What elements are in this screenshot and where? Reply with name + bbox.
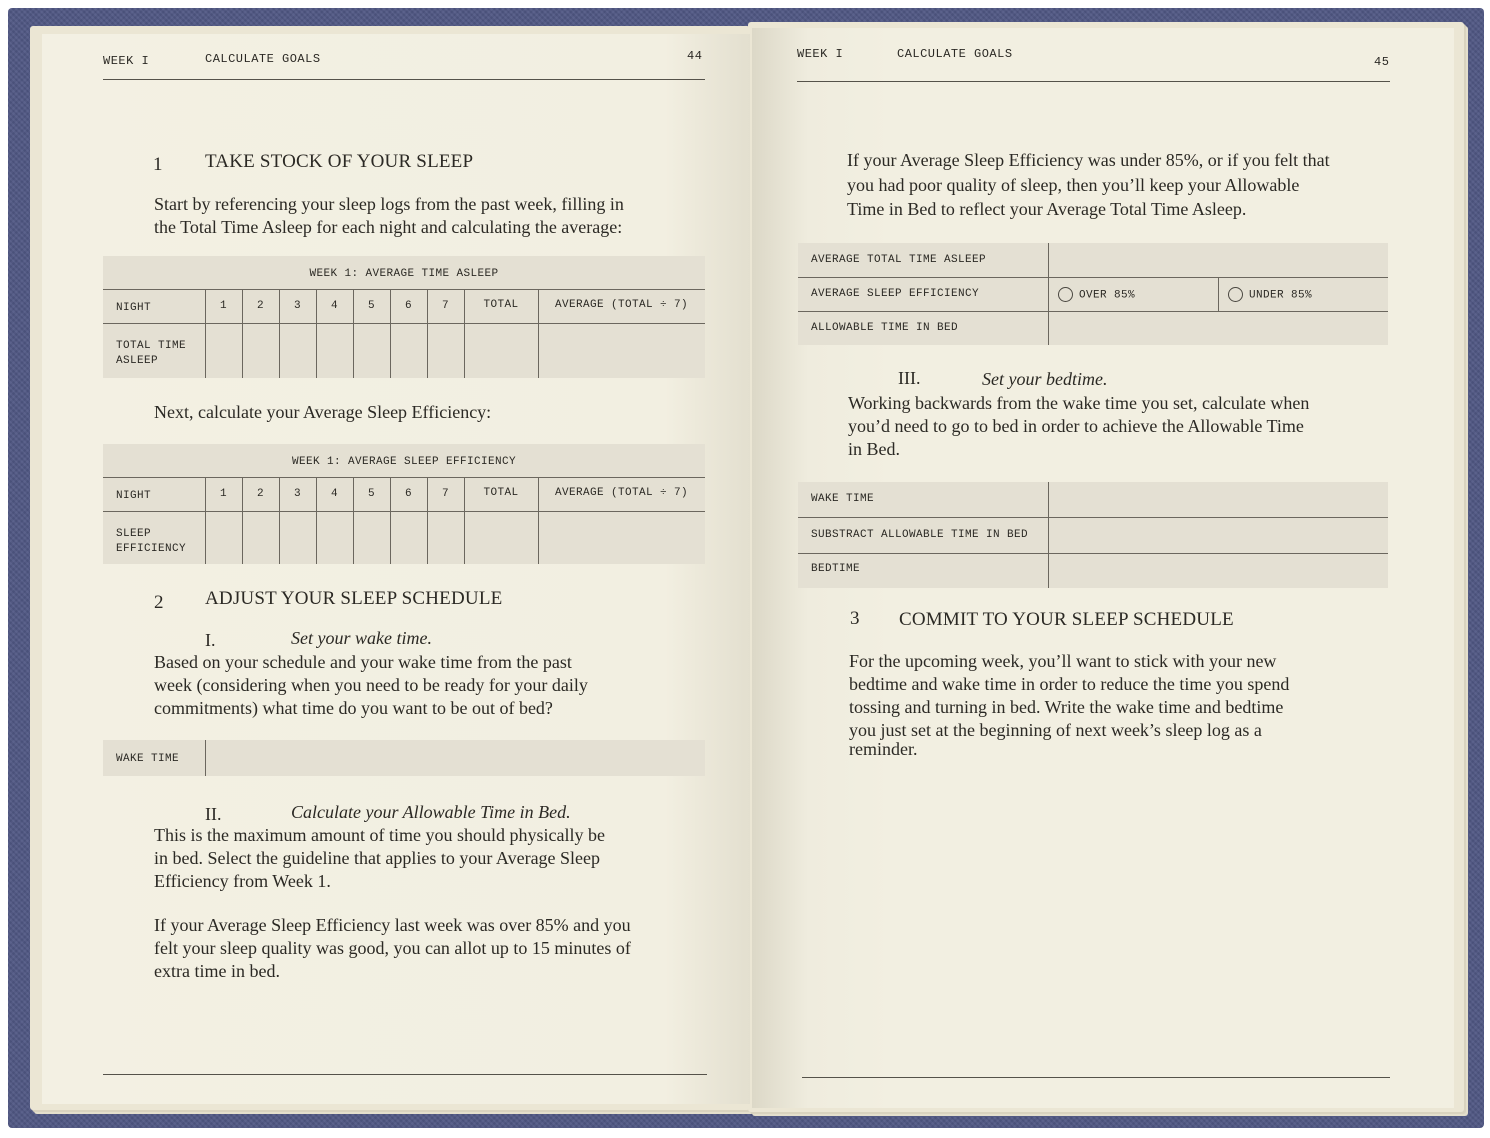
step-title: Set your bedtime. (982, 369, 1108, 389)
row-label: AVERAGE TOTAL TIME ASLEEP (811, 254, 987, 266)
step-numeral: III. (898, 368, 921, 388)
night-2-header: 2 (256, 300, 264, 312)
section-number: 3 (850, 608, 860, 629)
night-1-header: 1 (219, 300, 227, 312)
table-caption: WEEK 1: AVERAGE TIME ASLEEP (309, 268, 499, 280)
average-sleep-efficiency-table (103, 444, 705, 564)
row-label: SUBSTRACT ALLOWABLE TIME IN BED (811, 529, 1029, 541)
night-7-header: 7 (441, 300, 449, 312)
body-text: commitments) what time do you want to be out of bed? (154, 698, 553, 718)
row-label-line2: ASLEEP (116, 355, 159, 367)
body-text: If your Average Sleep Efficiency was under 85%, or if you felt that (847, 150, 1330, 170)
night-2-header: 2 (256, 488, 264, 500)
night-3-header: 3 (293, 488, 301, 500)
table-rule (103, 477, 705, 478)
table-rule (205, 740, 206, 776)
column-header-average: AVERAGE (TOTAL ÷ 7) (554, 487, 689, 499)
row-label-line2: EFFICIENCY (116, 543, 187, 555)
column-header-night: NIGHT (116, 490, 152, 502)
table-rule (103, 323, 705, 324)
row-label: WAKE TIME (811, 493, 875, 505)
table-rule (798, 553, 1388, 554)
night-7-header: 7 (441, 488, 449, 500)
night-5-header: 5 (367, 300, 375, 312)
left-page (42, 34, 750, 1104)
body-text: bedtime and wake time in order to reduce the time you spend (849, 674, 1290, 694)
row-label-line1: SLEEP (116, 528, 152, 540)
running-header-section: CALCULATE GOALS (897, 47, 1013, 61)
section-title: ADJUST YOUR SLEEP SCHEDULE (205, 588, 503, 609)
table-rule (798, 517, 1388, 518)
column-header-average: AVERAGE (TOTAL ÷ 7) (554, 299, 689, 311)
body-text: This is the maximum amount of time you should physically be (154, 825, 605, 845)
right-page (752, 28, 1454, 1108)
body-text: Efficiency from Week 1. (154, 871, 331, 891)
wake-time-field[interactable] (103, 740, 705, 776)
body-text: in Bed. (848, 439, 900, 459)
option-label: UNDER 85% (1249, 289, 1313, 302)
table-rule (1218, 277, 1219, 311)
radio-circle-icon[interactable] (1228, 287, 1243, 302)
over-85-option[interactable] (1058, 287, 1135, 303)
table-rule (798, 311, 1388, 312)
running-header-week: WEEK I (103, 54, 150, 68)
page-number: 44 (687, 49, 703, 63)
footer-rule (103, 1074, 707, 1075)
night-6-header: 6 (404, 300, 412, 312)
field-label: WAKE TIME (116, 753, 180, 765)
section-title: COMMIT TO YOUR SLEEP SCHEDULE (899, 609, 1234, 630)
column-header-night: NIGHT (116, 302, 152, 314)
footer-rule (802, 1077, 1390, 1078)
body-text: extra time in bed. (154, 961, 280, 981)
table-caption: WEEK 1: AVERAGE SLEEP EFFICIENCY (291, 456, 517, 468)
body-text: reminder. (849, 739, 918, 759)
header-rule (797, 81, 1390, 82)
body-text: the Total Time Asleep for each night and calculating the average: (154, 217, 623, 237)
body-text: tossing and turning in bed. Write the wake time and bedtime (849, 697, 1284, 717)
column-header-total: TOTAL (483, 299, 519, 311)
table-rule (103, 511, 705, 512)
step-numeral: I. (205, 630, 216, 650)
bedtime-table (798, 482, 1388, 588)
body-text: Time in Bed to reflect your Average Total Time Asleep. (847, 199, 1247, 219)
row-label: AVERAGE SLEEP EFFICIENCY (811, 288, 980, 300)
option-label: OVER 85% (1079, 289, 1136, 302)
step-title: Calculate your Allowable Time in Bed. (291, 802, 571, 822)
body-text: felt your sleep quality was good, you can allot up to 15 minutes of (154, 938, 631, 958)
body-text: Working backwards from the wake time you set, calculate when (848, 393, 1310, 413)
row-label-line1: TOTAL TIME (116, 340, 187, 352)
page-number: 45 (1374, 55, 1390, 69)
body-text: you had poor quality of sleep, then you’ll keep your Allowable (847, 175, 1300, 195)
section-number: 1 (153, 154, 163, 175)
row-label: ALLOWABLE TIME IN BED (811, 322, 959, 334)
step-numeral: II. (205, 804, 222, 824)
night-6-header: 6 (404, 488, 412, 500)
section-title: TAKE STOCK OF YOUR SLEEP (205, 151, 474, 172)
row-label: BEDTIME (811, 563, 861, 575)
table-rule (1048, 482, 1049, 588)
night-5-header: 5 (367, 488, 375, 500)
table-rule (1048, 243, 1049, 345)
body-text: in bed. Select the guideline that applies to your Average Sleep (154, 848, 601, 868)
body-text: For the upcoming week, you’ll want to stick with your new (849, 651, 1277, 671)
step-title: Set your wake time. (291, 628, 432, 648)
table-rule (798, 277, 1388, 278)
under-85-option[interactable] (1228, 287, 1312, 303)
running-header-week: WEEK I (797, 47, 844, 61)
body-text: Next, calculate your Average Sleep Efficiency: (154, 402, 492, 422)
radio-circle-icon[interactable] (1058, 287, 1073, 302)
body-text: Start by referencing your sleep logs from the past week, filling in (154, 194, 624, 214)
header-rule (103, 79, 705, 80)
table-rule (103, 289, 705, 290)
average-time-asleep-table (103, 256, 705, 378)
body-text: week (considering when you need to be ready for your daily (154, 675, 588, 695)
night-1-header: 1 (219, 488, 227, 500)
night-4-header: 4 (330, 488, 338, 500)
body-text: If your Average Sleep Efficiency last week was over 85% and you (154, 915, 631, 935)
allowable-time-table (798, 243, 1388, 345)
night-3-header: 3 (293, 300, 301, 312)
night-4-header: 4 (330, 300, 338, 312)
section-number: 2 (154, 592, 164, 613)
body-text: Based on your schedule and your wake time from the past (154, 652, 572, 672)
body-text: you just set at the beginning of next week’s sleep log as a (849, 720, 1262, 740)
column-header-total: TOTAL (483, 487, 519, 499)
body-text: you’d need to go to bed in order to achieve the Allowable Time (848, 416, 1304, 436)
running-header-section: CALCULATE GOALS (205, 52, 321, 66)
